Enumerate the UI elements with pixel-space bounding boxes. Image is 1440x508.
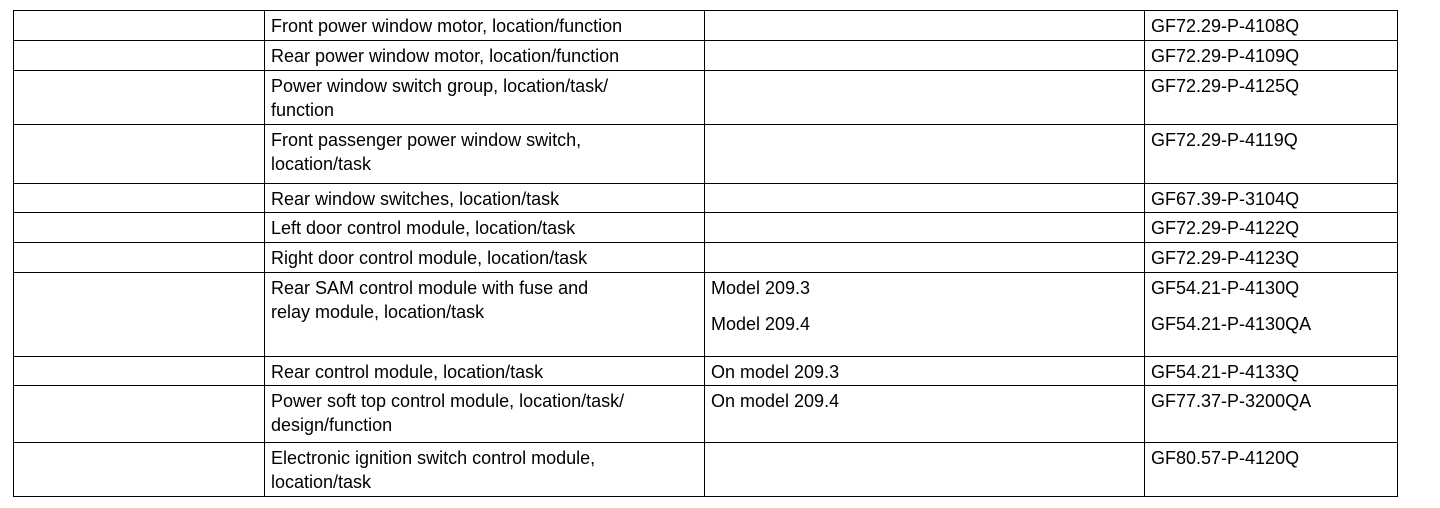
blank-cell [14, 443, 265, 497]
description-cell: Rear control module, location/task [265, 357, 705, 386]
table-row [14, 273, 1398, 357]
document-value: GF54.21-P-4130Q [1151, 278, 1300, 298]
model-cell [705, 443, 1145, 497]
model-cell [705, 11, 1145, 41]
description-cell: Power soft top control module, location/task/ design/function [265, 386, 705, 443]
table-row [14, 41, 1398, 71]
blank-cell [14, 243, 265, 273]
table-row [14, 213, 1398, 243]
description-cell: Rear power window motor, location/function [265, 41, 705, 71]
blank-cell [14, 71, 265, 125]
table-row [14, 125, 1398, 184]
blank-cell [14, 273, 265, 357]
document-cell: GF72.29-P-4123Q [1145, 243, 1398, 273]
reference-table [13, 10, 1398, 497]
description-cell: Power window switch group, location/task/ function [265, 71, 705, 125]
document-cell: GF72.29-P-4109Q [1145, 41, 1398, 71]
model-cell [705, 243, 1145, 273]
model-cell [705, 273, 1145, 357]
model-cell [705, 41, 1145, 71]
blank-cell [14, 213, 265, 243]
blank-cell [14, 41, 265, 71]
table-row [14, 357, 1398, 386]
description-cell: Rear SAM control module with fuse and relay module, location/task [265, 273, 705, 357]
table-row [14, 243, 1398, 273]
blank-cell [14, 11, 265, 41]
document-value-2: GF54.21-P-4130QA [1151, 314, 1312, 334]
table-row [14, 184, 1398, 213]
model-cell: On model 209.4 [705, 386, 1145, 443]
document-cell: GF80.57-P-4120Q [1145, 443, 1398, 497]
blank-cell [14, 386, 265, 443]
document-cell: GF72.29-P-4125Q [1145, 71, 1398, 125]
table-row [14, 443, 1398, 497]
model-cell: On model 209.3 [705, 357, 1145, 386]
document-cell: GF72.29-P-4122Q [1145, 213, 1398, 243]
model-cell [705, 71, 1145, 125]
document-cell [1145, 273, 1398, 357]
table-row [14, 71, 1398, 125]
model-value: Model 209.3 [711, 278, 811, 298]
description-cell: Front passenger power window switch, location/task [265, 125, 705, 184]
table-row [14, 386, 1398, 443]
document-cell: GF77.37-P-3200QA [1145, 386, 1398, 443]
model-cell [705, 213, 1145, 243]
document-cell: GF54.21-P-4133Q [1145, 357, 1398, 386]
blank-cell [14, 357, 265, 386]
model-value-2: Model 209.4 [711, 314, 811, 334]
model-cell [705, 184, 1145, 213]
description-cell: Front power window motor, location/function [265, 11, 705, 41]
description-cell: Electronic ignition switch control module, location/task [265, 443, 705, 497]
description-cell: Right door control module, location/task [265, 243, 705, 273]
table-row [14, 11, 1398, 41]
document-cell: GF72.29-P-4119Q [1145, 125, 1398, 184]
blank-cell [14, 184, 265, 213]
description-cell: Rear window switches, location/task [265, 184, 705, 213]
description-cell: Left door control module, location/task [265, 213, 705, 243]
document-cell: GF67.39-P-3104Q [1145, 184, 1398, 213]
model-cell [705, 125, 1145, 184]
blank-cell [14, 125, 265, 184]
document-cell: GF72.29-P-4108Q [1145, 11, 1398, 41]
